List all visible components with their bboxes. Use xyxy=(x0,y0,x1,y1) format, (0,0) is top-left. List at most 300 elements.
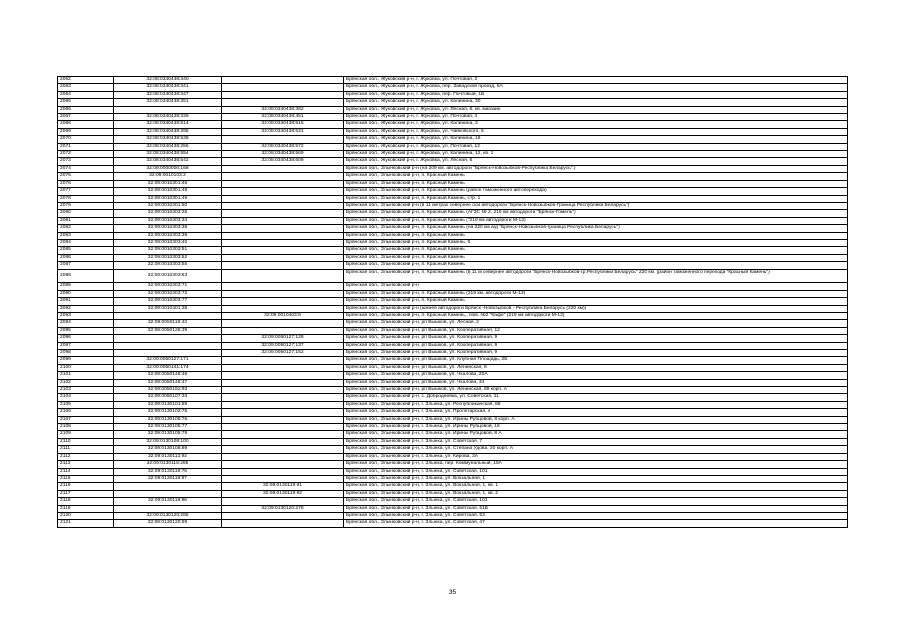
building-number-cell xyxy=(222,202,344,209)
address-cell: Брянская обл., Жуковский р-н, г. Жуковка, ул. Лесная, 6, кв. магазин xyxy=(344,106,848,113)
building-number-cell xyxy=(222,453,344,460)
building-number-cell xyxy=(222,77,344,84)
cadastral-number-cell: 32:09:0130108:100 xyxy=(114,438,222,445)
table-row xyxy=(58,165,848,172)
row-number-cell: 2070 xyxy=(58,136,114,143)
cadastral-number-cell: 32:09:0130120:99 xyxy=(114,520,222,527)
cadastral-number-cell: 32:09:0010303:40 xyxy=(114,239,222,246)
address-cell: Брянская обл., Жуковский р-н, г. Жуковка, ул. Лесная, 6 xyxy=(344,158,848,165)
row-number-cell: 2087 xyxy=(58,262,114,269)
building-number-cell: 32:09:0010403:6 xyxy=(222,312,344,319)
table-row xyxy=(58,461,848,468)
cadastral-number-cell xyxy=(114,505,222,512)
table-row xyxy=(58,372,848,379)
row-number-cell: 2083 xyxy=(58,232,114,239)
building-number-cell: 32:08:0340438:609 xyxy=(222,158,344,165)
cadastral-number-cell: 32:08:0340438:347 xyxy=(114,91,222,98)
building-number-cell: 32:09:0050127:137 xyxy=(222,342,344,349)
table-row xyxy=(58,342,848,349)
table-row xyxy=(58,210,848,217)
address-cell: Брянская обл., Злынковский р-н, г. Злынка, ул. Пролетарская, 4 xyxy=(344,409,848,416)
address-cell: Брянская обл., Злынковский р-н, п. Красный Камень (на 220 км а/д "Брянск-Новозыбков-граница Республика Беларусь") xyxy=(344,225,848,232)
address-cell: Брянская обл., Злынковский р-н, п. Красный Камень, 6 xyxy=(344,239,848,246)
cadastral-number-cell: 32:08:0340438:256 xyxy=(114,143,222,150)
address-cell: Брянская обл., Злынковский р-н xyxy=(344,283,848,290)
row-number-cell: 2064 xyxy=(58,91,114,98)
cadastral-number-cell: 32:09:0010303:55 xyxy=(114,262,222,269)
table-row xyxy=(58,158,848,165)
address-cell: Брянская обл., Жуковский р-н, г. Жуковка, ул. Почтовая, 12 xyxy=(344,143,848,150)
building-number-cell xyxy=(222,498,344,505)
address-cell: Брянская обл., Злынковский р-н, г. Злынка, ул. Советская, 53 xyxy=(344,512,848,519)
row-number-cell: 2068 xyxy=(58,121,114,128)
row-number-cell: 2118 xyxy=(58,498,114,505)
building-number-cell xyxy=(222,283,344,290)
row-number-cell: 2116 xyxy=(58,483,114,490)
building-number-cell xyxy=(222,461,344,468)
cadastral-number-cell: 32:09:0010303:72 xyxy=(114,290,222,297)
row-number-cell: 2072 xyxy=(58,151,114,158)
cadastral-number-cell: 32:09:0130115:265 xyxy=(114,461,222,468)
cadastral-number-cell xyxy=(114,342,222,349)
building-number-cell xyxy=(222,394,344,401)
row-number-cell: 2119 xyxy=(58,505,114,512)
row-number-cell: 2114 xyxy=(58,468,114,475)
cadastral-number-cell: 32:08:0340438:542 xyxy=(114,158,222,165)
table-row xyxy=(58,409,848,416)
address-cell: Брянская обл., Злынковский р-н, п. Красный Камень xyxy=(344,298,848,305)
table-row xyxy=(58,320,848,327)
building-number-cell xyxy=(222,165,344,172)
building-number-cell xyxy=(222,298,344,305)
table-row xyxy=(58,225,848,232)
cadastral-number-cell: 32:09:0130120:285 xyxy=(114,512,222,519)
table-row xyxy=(58,357,848,364)
table-row xyxy=(58,180,848,187)
row-number-cell: 2069 xyxy=(58,128,114,135)
building-number-cell xyxy=(222,320,344,327)
table-row xyxy=(58,269,848,283)
address-cell: Брянская обл., Жуковский р-н, г. Жуковка, ул. Почтовая, 2 xyxy=(344,77,848,84)
table-row xyxy=(58,520,848,527)
address-cell: Брянская обл., Злынковский р-н, г. Злынка, ул. Республиканская, 88 xyxy=(344,401,848,408)
table-row xyxy=(58,505,848,512)
table-row xyxy=(58,202,848,209)
row-number-cell: 2115 xyxy=(58,475,114,482)
address-cell: Брянская обл., Злынковский р-н, г. Злынка, ул. Советская, 7 xyxy=(344,438,848,445)
address-cell: Брянская обл., Злынковский р-н, п. Красный Камень xyxy=(344,247,848,254)
address-cell: Брянская обл., Злынковский р-н, рп Вышков, ул. Лесная, 2 xyxy=(344,320,848,327)
cadastral-number-cell: 32:08:0340438:351 xyxy=(114,99,222,106)
row-number-cell: 2106 xyxy=(58,409,114,416)
address-cell: Брянская обл., Злынковский р-н, рп Вышков, ул. Чкалова, 20А xyxy=(344,372,848,379)
table-row xyxy=(58,188,848,195)
table-row xyxy=(58,106,848,113)
cadastral-number-cell: 32:09:0130119:87 xyxy=(114,475,222,482)
cadastral-number-cell: 32:09:0130105:79 xyxy=(114,431,222,438)
address-cell: Брянская обл., Жуковский р-н, г. Жуковка, ул. Калинина, 3 xyxy=(344,121,848,128)
cadastral-number-cell: 32:09:0130105:76 xyxy=(114,416,222,423)
row-number-cell: 2096 xyxy=(58,335,114,342)
cadastral-number-cell: 32:08:0340438:339 xyxy=(114,114,222,121)
table-row xyxy=(58,283,848,290)
table-row xyxy=(58,91,848,98)
address-cell: Брянская обл., Злынковский р-н, п. Красный Камень xyxy=(344,254,848,261)
building-number-cell xyxy=(222,446,344,453)
address-cell: Брянская обл., Злынковский р-н, п. Красный Камень xyxy=(344,180,848,187)
building-number-cell xyxy=(222,475,344,482)
address-cell: Брянская обл., Злынковский р-н, п. Красный Камень xyxy=(344,173,848,180)
building-number-cell xyxy=(222,387,344,394)
address-cell: Брянская обл., Злынковский р-н, г. Злынка, ул. Вокзальная, 1, кв. 1 xyxy=(344,483,848,490)
cadastral-number-cell: 32:09:0010401:38 xyxy=(114,305,222,312)
table-row xyxy=(58,446,848,453)
building-number-cell xyxy=(222,136,344,143)
row-number-cell: 2082 xyxy=(58,225,114,232)
table-row xyxy=(58,512,848,519)
building-number-cell xyxy=(222,372,344,379)
register-table-body xyxy=(58,77,848,528)
address-cell: Брянская обл., Злынковский р-н (южнее автодороги Брянск -Новозыбков - Республика Беларусь (220 км)) xyxy=(344,305,848,312)
building-number-cell xyxy=(222,239,344,246)
address-cell: Брянская обл., Злынковский р-н, рп Вышков, ул. Чкалова, 34 xyxy=(344,379,848,386)
address-cell: Брянская обл., Злынковский р-н, рп Вышков, ул. Ленинская, 6 xyxy=(344,364,848,371)
row-number-cell: 2094 xyxy=(58,320,114,327)
building-number-cell xyxy=(222,520,344,527)
building-number-cell: 32:08:0340438:515 xyxy=(222,121,344,128)
row-number-cell: 2066 xyxy=(58,106,114,113)
building-number-cell xyxy=(222,468,344,475)
table-row xyxy=(58,401,848,408)
building-number-cell: 32:09:0130119:91 xyxy=(222,483,344,490)
address-cell: Брянская обл., Злынковский р-н, рп Вышков, ул. Кооперативная, 9 xyxy=(344,350,848,357)
address-cell: Брянская обл., Злынковский р-н, п. Красный Камень (в 11 м севернее автодороги "Брянск-Новозыбков-гр.Республики Беларусь" 220 км. (район таможенного перехода "Красный Камень") xyxy=(344,269,848,283)
building-number-cell xyxy=(222,327,344,334)
row-number-cell: 2076 xyxy=(58,180,114,187)
cadastral-number-cell: 32:09:0010303:39 xyxy=(114,232,222,239)
cadastral-number-cell: 32:09:0050149:46 xyxy=(114,372,222,379)
address-cell: Брянская обл., Злынковский р-н, г. Злынка, пер. Коммунальный, 15А xyxy=(344,461,848,468)
cadastral-number-cell: 32:09:0010303:52 xyxy=(114,254,222,261)
building-number-cell xyxy=(222,84,344,91)
table-row xyxy=(58,431,848,438)
building-number-cell xyxy=(222,195,344,202)
table-row xyxy=(58,327,848,334)
address-cell: Брянская обл., Жуковский р-н, г. Жуковка, ул. Почтовая, 4 xyxy=(344,114,848,121)
table-row xyxy=(58,195,848,202)
address-cell: Брянская обл., Злынковский р-н, п. Красный Камень, стр. 1 xyxy=(344,195,848,202)
address-cell: Брянская обл., Злынковский р-н, г. Злынка, ул. Ирины Рубцовой, 16 xyxy=(344,424,848,431)
row-number-cell: 2108 xyxy=(58,424,114,431)
address-cell: Брянская обл., Жуковский р-н, г. Жуковка, ул. Калинина, 16 xyxy=(344,136,848,143)
building-number-cell: 32:08:0340438:569 xyxy=(222,151,344,158)
table-row xyxy=(58,350,848,357)
table-row xyxy=(58,312,848,319)
address-cell: Брянская обл., Злынковский р-н, п. Красный Камень xyxy=(344,262,848,269)
row-number-cell: 2090 xyxy=(58,290,114,297)
row-number-cell: 2112 xyxy=(58,453,114,460)
address-cell: Брянская обл., Злынковский р-н, г. Злынка, ул. Кирова, 3А xyxy=(344,453,848,460)
address-cell: Брянская обл., Злынковский р-н, п. Красный Камень (АГЗС № 2, 219 км автодороги "Брянск-Гомель") xyxy=(344,210,848,217)
cadastral-number-cell: 32:09:0130101:89 xyxy=(114,401,222,408)
cadastral-number-cell: 32:09:0130105:77 xyxy=(114,424,222,431)
cadastral-number-cell: 32:09:0050141:174 xyxy=(114,364,222,371)
cadastral-number-cell: 32:09:0010301:46 xyxy=(114,180,222,187)
building-number-cell: 32:08:0340438:572 xyxy=(222,143,344,150)
address-cell: Брянская обл., Злынковский р-н, г. Злынка, ул. Советская, 51Б xyxy=(344,505,848,512)
row-number-cell: 2088 xyxy=(58,269,114,283)
row-number-cell: 2113 xyxy=(58,461,114,468)
cadastral-number-cell: 32:09:0130108:89 xyxy=(114,446,222,453)
cadastral-number-cell: 32:09:0130102:75 xyxy=(114,409,222,416)
table-row xyxy=(58,298,848,305)
row-number-cell: 2080 xyxy=(58,210,114,217)
building-number-cell xyxy=(222,254,344,261)
cadastral-number-cell: 32:08:0340438:340 xyxy=(114,77,222,84)
page-number: 35 xyxy=(448,589,457,596)
address-cell: Брянская обл., Злынковский р-н, г. Злынка, ул. Советская, 101 xyxy=(344,498,848,505)
address-cell: Брянская обл., Злынковский р-н, п. Красный Камень (219 км. автодороги М-13) xyxy=(344,290,848,297)
table-row xyxy=(58,173,848,180)
table-row xyxy=(58,387,848,394)
address-cell: Брянская обл., Злынковский р-н, г. Злынка, ул. Вокзальная, 1, кв. 2 xyxy=(344,490,848,497)
table-row xyxy=(58,84,848,91)
row-number-cell: 2102 xyxy=(58,379,114,386)
building-number-cell xyxy=(222,262,344,269)
building-number-cell xyxy=(222,512,344,519)
cadastral-number-cell: 32:08:0340438:554 xyxy=(114,151,222,158)
building-number-cell: 32:08:0340438:382 xyxy=(222,106,344,113)
address-cell: Брянская обл., Злынковский р-н, п. Красный Камень (район таможенного автоперехода) xyxy=(344,188,848,195)
cadastral-number-cell: 32:08:0340438:514 xyxy=(114,121,222,128)
row-number-cell: 2121 xyxy=(58,520,114,527)
cadastral-number-cell xyxy=(114,312,222,319)
row-number-cell: 2067 xyxy=(58,114,114,121)
address-cell: Брянская обл., Злынковский р-н, г. Злынка, ул. Ирины Рубцовой, 8 корп. А xyxy=(344,416,848,423)
building-number-cell xyxy=(222,416,344,423)
table-row xyxy=(58,468,848,475)
cadastral-number-cell: 32:08:0340438:285 xyxy=(114,128,222,135)
table-row xyxy=(58,438,848,445)
address-cell: Брянская обл., Жуковский р-н, г. Жуковка, ул. Калинина, 30 xyxy=(344,99,848,106)
row-number-cell: 2099 xyxy=(58,357,114,364)
building-number-cell: 32:09:0050127:152 xyxy=(222,350,344,357)
cadastral-number-cell: 32:08:0340438:341 xyxy=(114,84,222,91)
table-row xyxy=(58,416,848,423)
address-cell: Брянская обл., Злынковский р-н, п. Красный Камень ("219 км автодороги М-13) xyxy=(344,217,848,224)
address-cell: Брянская обл., Злынковский р-н, рп Вышков, ул. Кооперативная, 9 xyxy=(344,342,848,349)
table-row xyxy=(58,217,848,224)
building-number-cell: 32:08:0340438:531 xyxy=(222,128,344,135)
table-row xyxy=(58,290,848,297)
table-row xyxy=(58,498,848,505)
cadastral-number-cell: 32:09:0130119:96 xyxy=(114,498,222,505)
row-number-cell: 2109 xyxy=(58,431,114,438)
address-cell: Брянская обл., Злынковский р-н (на 209 км. автодороги "Брянск-Новозыбков-Республика Беларусь".) xyxy=(344,165,848,172)
cadastral-number-cell: 32:09:0050126:39 xyxy=(114,327,222,334)
building-number-cell xyxy=(222,210,344,217)
row-number-cell: 2078 xyxy=(58,195,114,202)
address-cell: Брянская обл., Злынковский р-н, г. Злынка, ул. Вокзальная, 1 xyxy=(344,475,848,482)
address-cell: Брянская обл., Злынковский р-н, рп Вышков, ул. Клубная Площадь, 2Б xyxy=(344,357,848,364)
cadastral-number-cell: 32:09:0050119:43 xyxy=(114,320,222,327)
row-number-cell: 2098 xyxy=(58,350,114,357)
row-number-cell: 2065 xyxy=(58,99,114,106)
address-cell: Брянская обл., Жуковский р-н, г. Жуковка, ул. Калинина, 12, кв. 1 xyxy=(344,151,848,158)
cadastral-number-cell xyxy=(114,490,222,497)
cadastral-number-cell: 32:09:0010303:26 xyxy=(114,210,222,217)
row-number-cell: 2063 xyxy=(58,84,114,91)
row-number-cell: 2105 xyxy=(58,401,114,408)
cadastral-number-cell: 32:09:0010301:49 xyxy=(114,195,222,202)
table-row xyxy=(58,99,848,106)
table-row xyxy=(58,121,848,128)
address-cell: Брянская обл., Злынковский р-н, г. Злынка, ул. Ирины Рубцовой, 8 А xyxy=(344,431,848,438)
cadastral-number-cell: 32:09:0010301:48 xyxy=(114,188,222,195)
row-number-cell: 2101 xyxy=(58,372,114,379)
cadastral-number-cell: 32:09:0050152:93 xyxy=(114,387,222,394)
row-number-cell: 2073 xyxy=(58,158,114,165)
row-number-cell: 2107 xyxy=(58,416,114,423)
table-row xyxy=(58,490,848,497)
row-number-cell: 2095 xyxy=(58,327,114,334)
address-cell: Брянская обл., Злынковский р-н, рп Вышков, ул. Ленинская, 88 корп. А xyxy=(344,387,848,394)
building-number-cell xyxy=(222,225,344,232)
building-number-cell xyxy=(222,91,344,98)
row-number-cell: 2079 xyxy=(58,202,114,209)
table-row xyxy=(58,114,848,121)
building-number-cell: 32:08:0340438:451 xyxy=(222,114,344,121)
table-row xyxy=(58,77,848,84)
row-number-cell: 2120 xyxy=(58,512,114,519)
cadastral-number-cell: 32:09:0050127:171 xyxy=(114,357,222,364)
cadastral-number-cell: 32:09:0130119:76 xyxy=(114,468,222,475)
cadastral-number-cell xyxy=(114,350,222,357)
building-number-cell xyxy=(222,188,344,195)
table-row xyxy=(58,247,848,254)
building-number-cell xyxy=(222,173,344,180)
cadastral-number-cell xyxy=(114,483,222,490)
address-cell: Брянская обл., Злынковский р-н, п. Красный Камень xyxy=(344,232,848,239)
row-number-cell: 2075 xyxy=(58,173,114,180)
building-number-cell xyxy=(222,99,344,106)
building-number-cell xyxy=(222,401,344,408)
table-row xyxy=(58,475,848,482)
row-number-cell: 2085 xyxy=(58,247,114,254)
row-number-cell: 2092 xyxy=(58,305,114,312)
cadastral-number-cell: 32:09:0060107:33 xyxy=(114,394,222,401)
building-number-cell xyxy=(222,409,344,416)
row-number-cell: 2103 xyxy=(58,387,114,394)
row-number-cell: 2093 xyxy=(58,312,114,319)
address-cell: Брянская обл., Жуковский р-н, г. Жуковка, пер. Почтовый, 1Б xyxy=(344,91,848,98)
row-number-cell: 2086 xyxy=(58,254,114,261)
row-number-cell: 2089 xyxy=(58,283,114,290)
cadastral-number-cell: 32:09:0010303:51 xyxy=(114,247,222,254)
row-number-cell: 2077 xyxy=(58,188,114,195)
row-number-cell: 2111 xyxy=(58,446,114,453)
table-row xyxy=(58,394,848,401)
building-number-cell: 32:09:0050127:128 xyxy=(222,335,344,342)
table-row xyxy=(58,364,848,371)
building-number-cell xyxy=(222,180,344,187)
table-row xyxy=(58,136,848,143)
table-row xyxy=(58,128,848,135)
table-row xyxy=(58,143,848,150)
table-row xyxy=(58,483,848,490)
building-number-cell: 32:09:0130119:92 xyxy=(222,490,344,497)
row-number-cell: 2071 xyxy=(58,143,114,150)
row-number-cell: 2100 xyxy=(58,364,114,371)
cadastral-number-cell: 32:09:0010303:77 xyxy=(114,298,222,305)
row-number-cell: 2091 xyxy=(58,298,114,305)
cadastral-number-cell: 32:09:0010301:50 xyxy=(114,202,222,209)
building-number-cell xyxy=(222,232,344,239)
address-cell: Брянская обл., Злынковский р-н, г. Злынка, ул. Советская, 101 xyxy=(344,468,848,475)
cadastral-number-cell: 32:09:0010303:34 xyxy=(114,217,222,224)
address-cell: Брянская обл., Злынковский р-н, п. Красный Камень,, пом. №2 "Кафе" (219 км автодороги М-13) xyxy=(344,312,848,319)
table-row xyxy=(58,335,848,342)
row-number-cell: 2110 xyxy=(58,438,114,445)
row-number-cell: 2104 xyxy=(58,394,114,401)
address-cell: Брянская обл., Злынковский р-н, рп Вышков, ул. Кооперативная, 9 xyxy=(344,335,848,342)
cadastral-number-cell: 32:09:0010303:71 xyxy=(114,283,222,290)
building-number-cell xyxy=(222,364,344,371)
row-number-cell: 2084 xyxy=(58,239,114,246)
register-table xyxy=(57,76,848,528)
address-cell: Брянская обл., Злынковский р-н, г. Злынка, ул. Степана Удова, 20 корп. А xyxy=(344,446,848,453)
table-row xyxy=(58,151,848,158)
row-number-cell: 2074 xyxy=(58,165,114,172)
building-number-cell xyxy=(222,290,344,297)
row-number-cell: 2117 xyxy=(58,490,114,497)
address-cell: Брянская обл., Злынковский р-н, рп Вышков, ул. Кооперативная, 12 xyxy=(344,327,848,334)
table-row xyxy=(58,379,848,386)
building-number-cell xyxy=(222,438,344,445)
row-number-cell: 2081 xyxy=(58,217,114,224)
cadastral-number-cell: 32:09:0000000:168 xyxy=(114,165,222,172)
address-cell: Брянская обл., Злынковский р-н (в 11 метрах севернее оси автодороги "Брянск-Новозыбков-Граница Республики Беларусь") xyxy=(344,202,848,209)
building-number-cell xyxy=(222,305,344,312)
table-row xyxy=(58,453,848,460)
table-row xyxy=(58,305,848,312)
table-row xyxy=(58,239,848,246)
table-row xyxy=(58,262,848,269)
table-row xyxy=(58,424,848,431)
building-number-cell xyxy=(222,269,344,283)
row-number-cell: 2062 xyxy=(58,77,114,84)
building-number-cell xyxy=(222,379,344,386)
cadastral-number-cell: 32:08:0340438:538 xyxy=(114,136,222,143)
address-cell: Брянская обл., Жуковский р-н, г. Жуковка, пер. Заводской проезд, 5А xyxy=(344,84,848,91)
address-cell: Брянская обл., Жуковский р-н, г. Жуковка, ул. Чайковского, 5 xyxy=(344,128,848,135)
building-number-cell xyxy=(222,431,344,438)
cadastral-number-cell xyxy=(114,335,222,342)
cadastral-number-cell: 32:09:0010303:63 xyxy=(114,269,222,283)
table-row xyxy=(58,254,848,261)
building-number-cell xyxy=(222,217,344,224)
row-number-cell: 2097 xyxy=(58,342,114,349)
cadastral-number-cell: 32:09:0010303:38 xyxy=(114,225,222,232)
cadastral-number-cell: 32:09:0130113:92 xyxy=(114,453,222,460)
building-number-cell xyxy=(222,357,344,364)
table-row xyxy=(58,232,848,239)
building-number-cell: 32:09:0130120:278 xyxy=(222,505,344,512)
building-number-cell xyxy=(222,247,344,254)
cadastral-number-cell: 32:09:0010103:2 xyxy=(114,173,222,180)
address-cell: Брянская обл., Злынковский р-н, г. Злынка, ул. Советская, 47 xyxy=(344,520,848,527)
cadastral-number-cell xyxy=(114,106,222,113)
